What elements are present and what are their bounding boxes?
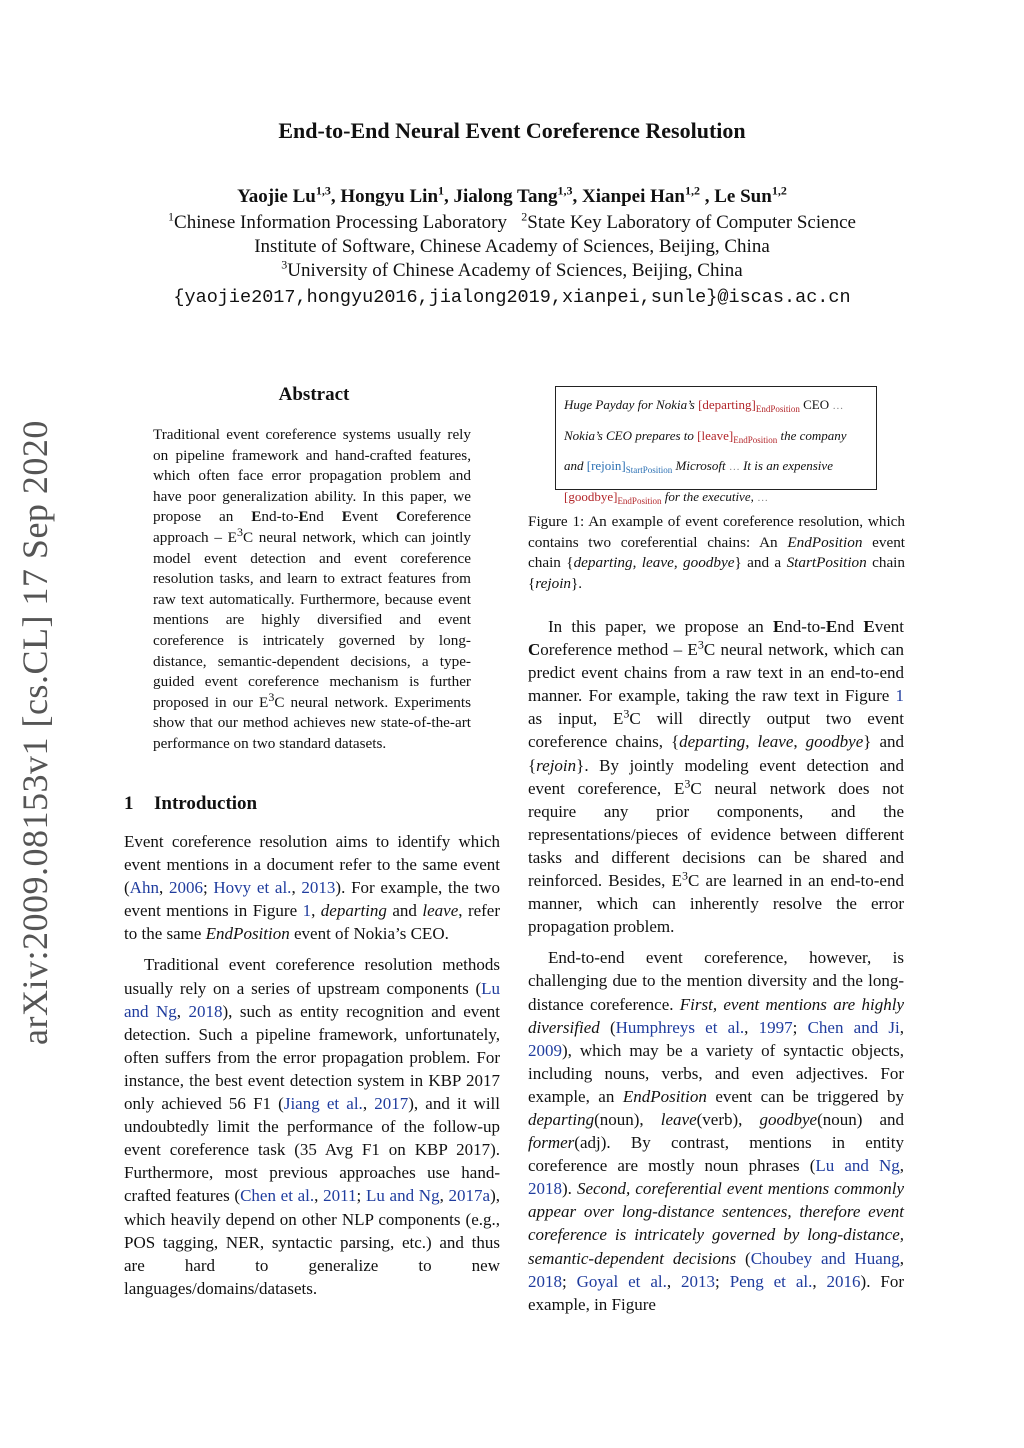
separator: , bbox=[899, 1248, 904, 1268]
body-text: oreference method – E bbox=[540, 640, 698, 660]
citation-link[interactable]: 2013 bbox=[301, 878, 336, 898]
body-text: as input, E bbox=[528, 709, 624, 729]
section-number: 1 bbox=[124, 793, 134, 814]
emphasis: leave bbox=[660, 1109, 697, 1129]
figure-line: Nokia’s CEO prepares to $[leave]_{EndPosition}$ the company bbox=[564, 427, 847, 445]
affiliation-line-1 bbox=[0, 209, 1024, 234]
superscript: 3 bbox=[697, 637, 704, 652]
superscript: 3 bbox=[682, 868, 688, 883]
separator: , bbox=[572, 186, 583, 207]
abstract-text: vent bbox=[351, 508, 396, 526]
event-type-label: EndPosition bbox=[617, 495, 662, 506]
emphasis: departing bbox=[528, 1109, 595, 1129]
citation-link[interactable]: Lu and Ng bbox=[365, 1186, 440, 1206]
acronym-letter: E bbox=[251, 508, 262, 526]
event-type-label: EndPosition bbox=[733, 434, 778, 445]
acronym-letter: E bbox=[825, 617, 838, 636]
citation-link[interactable]: Lu and Ng bbox=[815, 1156, 900, 1176]
body-text: event of Nokia’s CEO. bbox=[289, 924, 449, 944]
separator: , bbox=[314, 1186, 324, 1206]
separator: , bbox=[745, 732, 758, 752]
acronym-letter: E bbox=[341, 508, 352, 526]
author-affiliation-mark: 1,3 bbox=[315, 183, 331, 198]
body-text: In this paper, we propose an bbox=[548, 617, 773, 636]
abstract-text: C neural network, which can jointly model event detection and event coreference resolution tasks, and learn to extract features from raw text automatically. Furthermore, because event mentions are highly diversified and event coreference is intricately governed by long-distance, semantic-dependent decisions, a type-guided event coreference mechanism is further proposed in our E bbox=[153, 528, 471, 711]
citation-link[interactable]: Goyal et al. bbox=[576, 1271, 667, 1291]
body-text: C neural network, which can predict event chains from a raw text in an end-to-end manner. For example, taking the raw text in Figure bbox=[528, 640, 904, 706]
superscript: 3 bbox=[623, 706, 630, 721]
event-mention-rejoin: [rejoin] bbox=[586, 458, 626, 473]
author-affiliation-mark: 1,3 bbox=[557, 183, 573, 198]
citation-link[interactable]: 2009 bbox=[528, 1040, 562, 1060]
body-text: ( bbox=[599, 1017, 616, 1037]
affiliation-mark: 2 bbox=[521, 209, 528, 224]
abstract-text: nd-to- bbox=[261, 508, 299, 526]
emphasis: goodbye bbox=[805, 732, 864, 752]
intro-left-column bbox=[124, 830, 500, 1300]
citation-link[interactable]: Choubey and Huang bbox=[750, 1248, 900, 1268]
citation-link[interactable]: Chen et al. bbox=[240, 1186, 315, 1206]
affiliation-line-2: Institute of Software, Chinese Academy of Sciences, Beijing, China bbox=[254, 236, 770, 257]
author-name: Hongyu Lin bbox=[340, 186, 439, 207]
event-mention-leave: [leave] bbox=[697, 427, 734, 443]
body-text: nd bbox=[837, 617, 864, 636]
body-text: C will directly output two event coreference chains, { bbox=[528, 709, 905, 752]
emphasis: leave bbox=[757, 732, 794, 752]
body-text: End-to-end event coreference, however, is challenging due to the mention diversity and the long-distance coreference. bbox=[528, 948, 904, 1014]
citation-link[interactable]: 2018 bbox=[528, 1179, 562, 1199]
figure-ref-link[interactable]: 1 bbox=[895, 686, 904, 706]
body-text: C are learned in an end-to-end manner, which can inherently resolve the error propagation problem. bbox=[528, 871, 904, 937]
citation-link[interactable]: 2011 bbox=[323, 1186, 357, 1206]
emphasis: First, event mentions are highly diversified bbox=[528, 994, 904, 1037]
separator: , bbox=[899, 1156, 905, 1176]
body-text: ( bbox=[736, 1248, 751, 1268]
figure-line: $[goodbye]_{EndPosition}$ for the executive, … bbox=[564, 488, 769, 506]
abstract-text: Traditional event coreference systems usually rely on pipeline framework and hand-crafted features, which often face error propagation problem and have poor generalization ability. In this paper, we propose an bbox=[153, 426, 471, 526]
figure-1-caption: Figure 1: An example of event coreference resolution, which contains two coreferential chains: An EndPosition event chain {departing, leave, goodbye} and a StartPosition chain {rejoin}. bbox=[528, 513, 906, 592]
affiliation-mark: 3 bbox=[281, 257, 288, 272]
author-name: Xianpei Han bbox=[582, 186, 685, 207]
event-type-label: StartPosition bbox=[625, 465, 673, 475]
event-mention-goodbye: [goodbye] bbox=[564, 488, 618, 504]
separator: , bbox=[439, 1186, 449, 1206]
body-text: nd-to- bbox=[784, 617, 826, 636]
paragraph bbox=[124, 830, 500, 945]
body-text: ), which may be a variety of syntactic objects, including nouns, verbs, and even adjectives. For example, an bbox=[528, 1040, 904, 1106]
abstract-text: nd bbox=[308, 508, 324, 526]
author-affiliation-mark: 1 bbox=[438, 183, 445, 198]
acronym-letter: E bbox=[863, 617, 875, 636]
superscript: 3 bbox=[684, 776, 691, 790]
separator: , bbox=[812, 1271, 827, 1291]
separator: , bbox=[899, 1017, 905, 1037]
abstract-text: C neural network. Experiments show that our method achieves new state-of-the-art performance on two standard datasets. bbox=[153, 693, 472, 752]
author-affiliation-mark: 1,2 bbox=[685, 183, 700, 198]
emphasis: Second, coreferential event mentions commonly appear over long-distance sentences, therefore event coreference is intricately governed by long-distance, semantic-dependent decisions bbox=[528, 1179, 904, 1268]
separator: , bbox=[744, 1017, 759, 1037]
citation-link[interactable]: Humphreys et al. bbox=[615, 1017, 745, 1037]
affiliation-1: Chinese Information Processing Laboratory bbox=[174, 212, 507, 233]
section-heading-introduction bbox=[124, 793, 257, 815]
emphasis: departing bbox=[320, 901, 387, 921]
citation-link[interactable]: 1997 bbox=[758, 1017, 793, 1037]
citation-link[interactable]: 2017a bbox=[448, 1186, 491, 1206]
author-emails: {yaojie2017,hongyu2016,jialong2019,xianpei,sunle}@iscas.ac.cn bbox=[173, 287, 851, 308]
emphasis: rejoin bbox=[536, 755, 577, 775]
figure-line: Huge Payday for Nokia’s $[departing]_{EndPosition}$ CEO … bbox=[564, 397, 844, 414]
body-text: Traditional event coreference resolution methods usually rely on a series of upstream components ( bbox=[124, 955, 500, 998]
figure-line: and $[rejoin]_{StartPosition}$ Microsoft … It is an expensive bbox=[564, 458, 833, 475]
emphasis: former bbox=[528, 1133, 575, 1153]
separator: ; bbox=[792, 1017, 808, 1037]
event-mention-departing: [departing] bbox=[698, 397, 756, 412]
body-text: (noun), bbox=[594, 1109, 661, 1129]
paper-title: End-to-End Neural Event Coreference Resolution bbox=[278, 118, 746, 143]
body-text: , bbox=[311, 901, 321, 921]
author-list bbox=[0, 183, 1024, 208]
separator: , bbox=[362, 1094, 375, 1114]
emphasis: EndPosition bbox=[622, 1086, 707, 1106]
affiliation-mark: 1 bbox=[168, 209, 175, 224]
body-text: (verb), bbox=[696, 1109, 760, 1129]
author-name: Yaojie Lu bbox=[237, 186, 316, 207]
acronym-letter: C bbox=[395, 508, 407, 526]
acronym-letter: C bbox=[528, 640, 541, 660]
section-title: Introduction bbox=[154, 793, 258, 814]
separator: ; bbox=[202, 878, 214, 898]
body-text: and bbox=[386, 901, 423, 921]
ellipsis: … bbox=[728, 461, 740, 473]
affiliation-2: State Key Laboratory of Computer Science bbox=[527, 212, 856, 233]
abstract-body bbox=[153, 425, 471, 755]
citation-link[interactable]: Hovy et al. bbox=[213, 878, 292, 898]
body-text: vent bbox=[874, 617, 905, 636]
citation-link[interactable]: Ahn bbox=[129, 878, 159, 898]
citation-link[interactable]: 2006 bbox=[168, 878, 203, 898]
separator: , bbox=[330, 186, 341, 207]
separator: , bbox=[291, 878, 302, 898]
figure-ref-link[interactable]: 1 bbox=[302, 901, 312, 921]
ellipsis: … bbox=[757, 491, 769, 504]
paragraph bbox=[528, 946, 904, 1316]
body-text: ). For example, the two event mentions in Figure bbox=[124, 878, 500, 921]
superscript: 3 bbox=[268, 689, 275, 704]
citation-link[interactable]: Peng et al. bbox=[729, 1271, 813, 1291]
emphasis: EndPosition bbox=[205, 924, 290, 944]
separator: , bbox=[176, 1001, 189, 1021]
author-name: Le Sun bbox=[714, 186, 772, 207]
body-text: ), such as entity recognition and event detection. Such a pipeline framework, unfortunately, often suffers from the error propagation problem. For instance, the best event detection system in KBP 2017 only achieved 56 F1 ( bbox=[124, 1001, 501, 1114]
body-text: (adj). By contrast, mentions in entity coreference are mostly noun phrases ( bbox=[528, 1133, 904, 1176]
citation-link[interactable]: 2018 bbox=[188, 1001, 223, 1021]
citation-link[interactable]: 2016 bbox=[826, 1271, 861, 1291]
acronym-letter: E bbox=[772, 617, 785, 636]
separator: , bbox=[704, 186, 715, 207]
paragraph bbox=[124, 953, 500, 1299]
citation-link[interactable]: 2017 bbox=[374, 1094, 409, 1114]
emphasis: departing bbox=[679, 732, 746, 752]
body-text: ). bbox=[562, 1179, 577, 1199]
citation-link[interactable]: 2018 bbox=[528, 1271, 562, 1291]
body-text: (noun) and bbox=[817, 1109, 904, 1129]
intro-right-column bbox=[528, 615, 904, 1316]
event-type-label: EndPosition bbox=[755, 404, 800, 414]
figure-1-example-box bbox=[555, 386, 877, 506]
separator: ; bbox=[356, 1186, 366, 1206]
abstract-heading: Abstract bbox=[278, 384, 350, 405]
ellipsis: … bbox=[832, 400, 844, 412]
separator: , bbox=[158, 878, 169, 898]
body-text: } and { bbox=[528, 732, 904, 775]
emphasis: goodbye bbox=[759, 1109, 818, 1129]
separator: , bbox=[793, 732, 806, 752]
affiliation-line-3 bbox=[0, 257, 1024, 282]
body-text: , refer to the same bbox=[124, 901, 501, 944]
citation-link[interactable]: 2013 bbox=[681, 1271, 716, 1291]
body-text: }. By jointly modeling event detection and event coreference, E bbox=[528, 755, 904, 798]
body-text: event can be triggered by bbox=[706, 1086, 904, 1106]
separator: ; bbox=[715, 1271, 730, 1291]
author-name: Jialong Tang bbox=[453, 186, 558, 207]
abstract-text: oreference approach – E bbox=[153, 508, 472, 546]
separator: , bbox=[666, 1271, 682, 1291]
body-text: ), and it will undoubtedly limit the performance of the follow-up event coreference task (35 Avg F1 on KBP 2017). Furthermore, most previous approaches use hand-crafted features ( bbox=[124, 1094, 501, 1206]
body-text: ). For example, in Figure bbox=[528, 1271, 905, 1314]
arxiv-stamp: arXiv:2009.08153v1 [cs.CL] 17 Sep 2020 bbox=[15, 420, 55, 1045]
affiliation-3: University of Chinese Academy of Sciences, Beijing, China bbox=[287, 260, 743, 281]
acronym-letter: E bbox=[298, 508, 309, 526]
citation-link[interactable]: Jiang et al. bbox=[283, 1094, 363, 1114]
author-affiliation-mark: 1,2 bbox=[771, 183, 787, 198]
separator: , bbox=[444, 186, 454, 207]
body-text: Event coreference resolution aims to identify which event mentions in a document refer to the same event ( bbox=[124, 832, 500, 898]
emphasis: leave bbox=[422, 901, 459, 921]
citation-link[interactable]: Chen and Ji bbox=[807, 1017, 900, 1037]
body-text: ), which heavily depend on other NLP components (e.g., POS tagging, NER, syntactic parsing, etc.) and thus are hard to generalize to new languages/domains/datasets. bbox=[124, 1186, 501, 1298]
superscript: 3 bbox=[236, 524, 243, 539]
paragraph bbox=[528, 615, 904, 938]
separator: ; bbox=[562, 1271, 577, 1291]
citation-link[interactable]: Lu and Ng bbox=[124, 978, 500, 1021]
body-text: C neural network does not require any prior components, and the representations/pieces of evidence between different tasks and different decisions can be shared and reinforced. Besides, E bbox=[528, 778, 904, 891]
